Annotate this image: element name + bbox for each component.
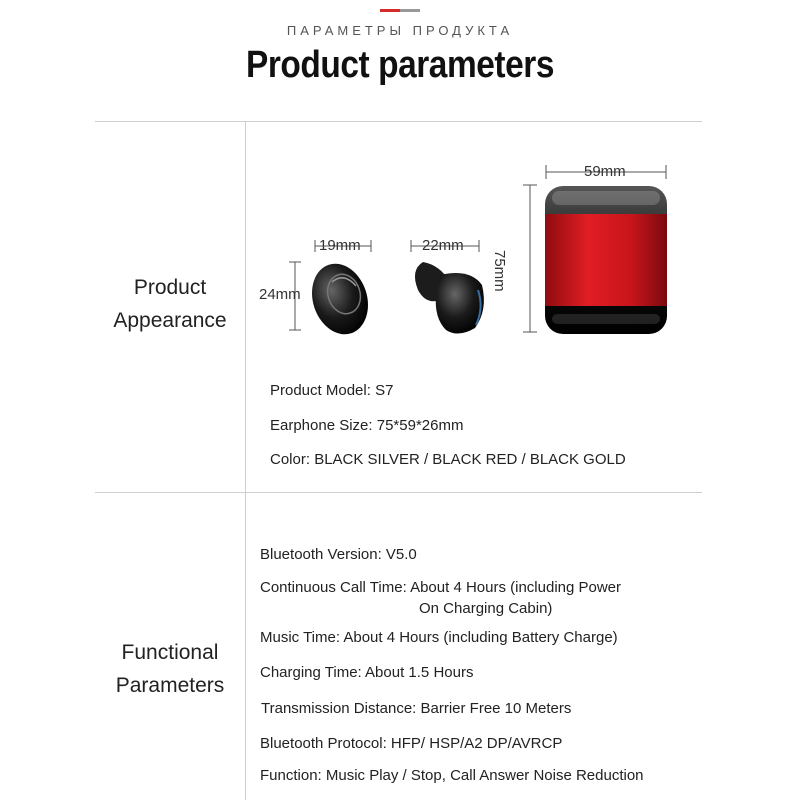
- spec-earphone-size: [270, 417, 463, 434]
- page-subtitle: ПАРАМЕТРЫ ПРОДУКТА: [286, 23, 514, 38]
- spec-transmission-distance: Transmission Distance: Barrier Free 10 Meters: [261, 700, 572, 717]
- earbud-side-view: [411, 240, 484, 334]
- charging-case: [523, 165, 667, 334]
- spec-product-model-key: Product Model:: [270, 382, 371, 399]
- spec-color-value: BLACK SILVER / BLACK RED / BLACK GOLD: [314, 451, 626, 468]
- spec-color-key: Color:: [270, 451, 311, 468]
- spec-call-time: Continuous Call Time: About 4 Hours (including Power: [260, 579, 622, 596]
- spec-earphone-size-key: Earphone Size:: [270, 417, 373, 434]
- spec-bluetooth-protocol: Bluetooth Protocol: HFP/ HSP/A2 DP/AVRCP: [260, 735, 563, 752]
- spec-product-model: [270, 382, 393, 399]
- dim-case-width: 59mm: [584, 163, 626, 180]
- functional-label-line1: Functional: [121, 641, 219, 664]
- spec-charging-time: Charging Time: About 1.5 Hours: [260, 664, 474, 681]
- dim-earbud-front-height: 24mm: [259, 286, 301, 303]
- functional-label: [95, 636, 245, 702]
- functional-label-line2: Parameters: [115, 674, 225, 697]
- spec-product-model-value: S7: [375, 382, 394, 399]
- spec-function: Function: Music Play / Stop, Call Answer Noise Reduction: [260, 767, 644, 784]
- dim-case-height: 75mm: [491, 250, 508, 292]
- spec-color: [270, 451, 626, 468]
- page-title: Product parameters: [245, 44, 554, 86]
- spec-music-time: Music Time: About 4 Hours (including Battery Charge): [260, 629, 618, 646]
- spec-earphone-size-value: 75*59*26mm: [376, 417, 464, 434]
- dim-earbud-front-width: 19mm: [319, 237, 361, 254]
- appearance-label-line1: Product: [133, 276, 207, 299]
- spec-call-time-continued: On Charging Cabin): [419, 600, 553, 617]
- appearance-label-line2: Appearance: [113, 309, 227, 332]
- spec-bluetooth-version: Bluetooth Version: V5.0: [260, 546, 417, 563]
- dim-earbud-side-width: 22mm: [422, 237, 464, 254]
- earbud-front-view: [289, 240, 377, 342]
